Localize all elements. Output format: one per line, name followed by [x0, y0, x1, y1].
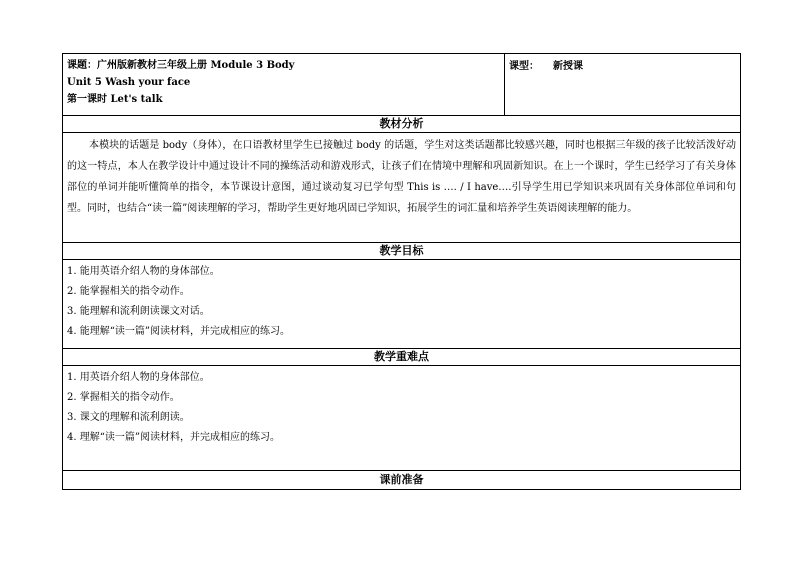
list-item: 1. 能用英语介绍人物的身体部位。 — [67, 266, 220, 277]
lesson-type-cell — [505, 54, 741, 116]
goals-title: 教学目标 — [63, 243, 741, 260]
key-points-body-row — [63, 366, 741, 471]
list-item: 3. 能理解和流利朗读课文对话。 — [67, 306, 210, 317]
analysis-body-row — [63, 133, 741, 243]
list-item: 1. 用英语介绍人物的身体部位。 — [67, 372, 210, 383]
lesson-type-label: 课型： — [509, 61, 539, 72]
goals-body-row — [63, 260, 741, 349]
key-points-title: 教学重难点 — [63, 349, 741, 366]
topic-line-1: 课题：广州版新教材三年级上册 Module 3 Body — [67, 60, 295, 71]
topic-line-3: 第一课时 Let's talk — [67, 94, 163, 105]
lesson-plan-table — [62, 53, 741, 490]
lesson-type-value: 新授课 — [553, 61, 583, 72]
list-item: 4. 能理解“读一篇”阅读材料，并完成相应的练习。 — [67, 326, 290, 337]
key-points-title-row — [63, 349, 741, 366]
topic-line-2: Unit 5 Wash your face — [67, 77, 191, 88]
preparation-title-row — [63, 471, 741, 490]
header-row — [63, 54, 741, 116]
analysis-text: 本模块的话题是 body（身体），在口语教材里学生已接触过 body 的话题，学生对这类话题都比较感兴趣，同时也根据三年级的孩子比较活泼好动的这一特点，本人在教学设计中通过设计不同的操练活动和游戏形式，让孩子们在情境中理解和巩固新知识。在上一个课时，学生已经学习了有关身体部位的单词并能听懂简单的指令，本节课设计意图，通过谈动复习已学句型 This is …. / I have….引导学生用已学知识来巩固有关身体部位单词和句型。同时，也结合“读一篇”阅读理解的学习，帮助学生更好地巩固已学知识，拓展学生的词汇量和培养学生英语阅读理解的能力。 — [63, 133, 741, 243]
key-points-list — [63, 366, 741, 471]
goals-list — [63, 260, 741, 349]
list-item: 2. 能掌握相关的指令动作。 — [67, 286, 190, 297]
topic-cell — [63, 54, 505, 116]
analysis-title-row — [63, 116, 741, 133]
goals-title-row — [63, 243, 741, 260]
preparation-title: 课前准备 — [63, 471, 741, 490]
list-item: 3. 课文的理解和流利朗读。 — [67, 412, 190, 423]
list-item: 2. 掌握相关的指令动作。 — [67, 392, 180, 403]
list-item: 4. 理解“读一篇”阅读材料，并完成相应的练习。 — [67, 432, 280, 443]
analysis-title: 教材分析 — [63, 116, 741, 133]
